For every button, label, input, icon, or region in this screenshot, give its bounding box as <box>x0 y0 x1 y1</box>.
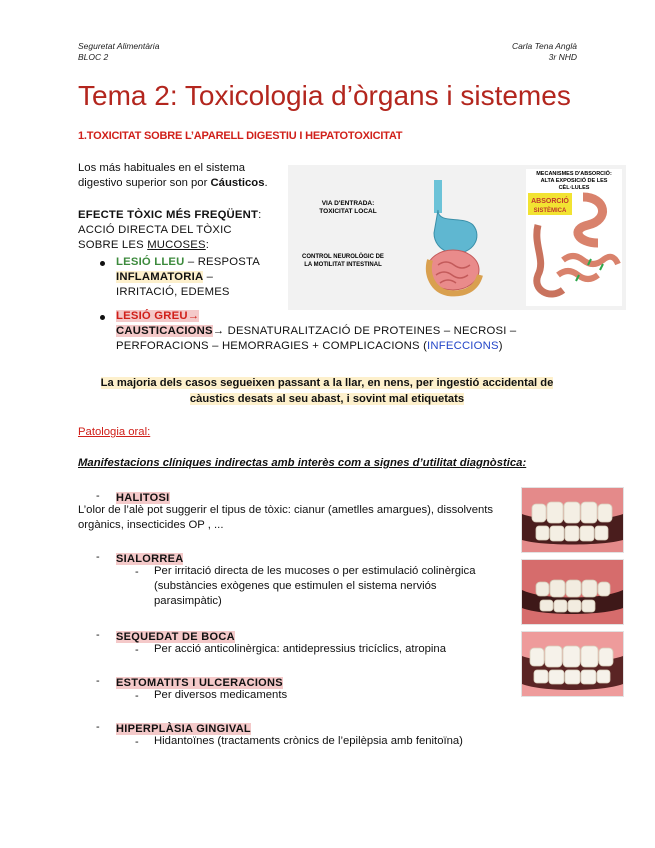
section-heading: 1.TOXICITAT SOBRE L’APARELL DIGESTIU I HEPATOTOXICITAT <box>78 130 403 142</box>
warning-text1: La majoria dels casos segueixen passant a la llar, en nens, per ingestió accidental de <box>100 377 554 389</box>
sialorrea-line2: (substàncies exògenes que estimulen el sistema nerviós <box>154 580 437 592</box>
effect-line3 <box>78 238 288 253</box>
severe-label: LESIÓ GREU <box>116 310 188 322</box>
mild-dash: – <box>203 271 214 283</box>
effect-heading-colon: : <box>258 209 262 221</box>
effect-heading-text: EFECTE TÒXIC MÉS FREQÜENT <box>78 209 259 221</box>
severe-line3-text: PERFORACIONS – HEMORRAGIES + COMPLICACIONS ( <box>116 340 428 352</box>
sialorrea-line3: parasimpàtic) <box>154 595 222 607</box>
severe-line3-end: ) <box>498 340 503 352</box>
item-dash: - <box>96 551 100 563</box>
gum-photo <box>521 487 624 553</box>
header-subject: Seguretat Alimentària <box>78 41 160 51</box>
bullet-dot <box>100 315 105 320</box>
effect-line3-colon: : <box>205 239 210 251</box>
item-title: ESTOMATITS I ULCERACIONS <box>116 677 283 689</box>
severe-line3 <box>116 339 586 354</box>
mild-label: LESIÓ LLEU <box>116 256 185 268</box>
sequedat-text: Per acció anticolinèrgica: antidepressius tricíclics, atropina <box>154 643 446 655</box>
stamp-line2: SISTÈMICA <box>533 208 567 214</box>
mild-line3: IRRITACIÓ, EDEMES <box>116 286 230 298</box>
label-motility: LA MOTILITAT INTESTINAL <box>304 262 382 268</box>
halitosi-line2: orgànics, insecticides OP , ... <box>78 519 224 531</box>
item-title: HALITOSI <box>116 492 170 504</box>
warning-text2: càustics desats al seu abast, i sovint mal etiquetats <box>189 393 465 405</box>
item-title: SIALORREA <box>116 553 184 565</box>
mild-text: – RESPOSTA <box>184 256 260 268</box>
severe-infeccions: INFECCIONS <box>427 340 499 352</box>
severe-line2-arrow: → <box>212 325 225 337</box>
stomach-shape <box>434 210 477 253</box>
severe-arrow: → <box>187 310 200 322</box>
item-title: SEQUEDAT DE BOCA <box>116 631 235 643</box>
gum-photos <box>521 487 624 702</box>
header-author: Carla Tena Anglà <box>511 41 577 51</box>
severe-line2 <box>116 324 586 339</box>
sub-dash: - <box>135 736 139 748</box>
mild-lesion <box>116 255 296 300</box>
stamp-line1: ABSORCIÓ <box>531 198 569 205</box>
effect-line3-prefix: SOBRE LES <box>78 239 148 251</box>
page-title: Tema 2: Toxicologia d’òrgans i sistemes <box>78 80 571 111</box>
item-dash: - <box>96 490 100 502</box>
sub-dash: - <box>135 690 139 702</box>
item-dash: - <box>96 629 100 641</box>
digestive-illustration <box>288 165 626 310</box>
halitosi-text <box>78 503 518 533</box>
patologia-oral-heading: Patologia oral: <box>78 426 151 438</box>
effect-block <box>78 208 288 253</box>
effect-mucoses: MUCOSES <box>147 239 206 251</box>
severe-lesion <box>116 309 586 354</box>
severe-line1 <box>116 309 586 324</box>
gum-photo <box>521 631 624 697</box>
sialorrea-text <box>154 564 514 609</box>
severe-causticacions: CAUSTICACIONS <box>116 325 213 337</box>
header-left <box>78 41 159 63</box>
warning-line2 <box>82 391 572 407</box>
intro-paragraph <box>78 161 288 191</box>
warning-note <box>82 375 572 407</box>
effect-heading <box>78 208 288 223</box>
label-cells: CÈL·LULES <box>558 185 590 191</box>
header-block: BLOC 2 <box>78 52 109 62</box>
gum-photo <box>521 559 624 625</box>
label-absorption: MECANISMES D'ABSORCIÓ: <box>536 171 612 177</box>
label-entry-route: VIA D'ENTRADA: <box>321 200 375 207</box>
estomatitis-text: Per diversos medicaments <box>154 689 288 701</box>
mild-line2 <box>116 270 296 285</box>
label-local-toxicity: TOXICITAT LOCAL <box>319 208 377 215</box>
label-neuro-control: CONTROL NEUROLÒGIC DE <box>302 254 384 260</box>
effect-line2: ACCIÓ DIRECTA DEL TÒXIC <box>78 224 232 236</box>
severe-line2-text: DESNATURALITZACIÓ DE PROTEINES – NECROSI – <box>224 325 517 337</box>
sub-dash: - <box>135 644 139 656</box>
item-dash: - <box>96 675 100 687</box>
digestive-system-figure <box>288 165 626 310</box>
label-exposure: ALTA EXPOSICIÓ DE LES <box>540 178 608 184</box>
intro-bold: Cáusticos <box>210 177 265 189</box>
mild-line1 <box>116 255 296 270</box>
intro-text: digestivo superior son por <box>78 177 211 189</box>
halitosi-line1: L’olor de l’alè pot suggerir el tipus de tòxic: cianur (ametlles amargues), dissolvents <box>78 504 494 516</box>
warning-line1 <box>82 375 572 391</box>
header-right <box>512 41 577 63</box>
mild-inflamatoria: INFLAMATORIA <box>116 271 204 283</box>
hiperplasia-text: Hidantoïnes (tractaments crònics de l’epilèpsia amb fenitoïna) <box>154 735 463 747</box>
item-dash: - <box>96 721 100 733</box>
sialorrea-line1: Per irritació directa de les mucoses o per estimulació colinèrgica <box>154 565 476 577</box>
item-title: HIPERPLÀSIA GINGIVAL <box>116 723 251 735</box>
intro-line2 <box>78 176 288 191</box>
sub-dash: - <box>135 566 139 578</box>
header-course: 3r NHD <box>548 52 577 62</box>
manifestations-heading: Manifestacions clíniques indirectas amb interès com a signes d’utilitat diagnòstica: <box>78 457 527 469</box>
intro-line1: Los más habituales en el sistema <box>78 162 246 174</box>
bullet-dot <box>100 261 105 266</box>
intro-period: . <box>264 177 268 189</box>
